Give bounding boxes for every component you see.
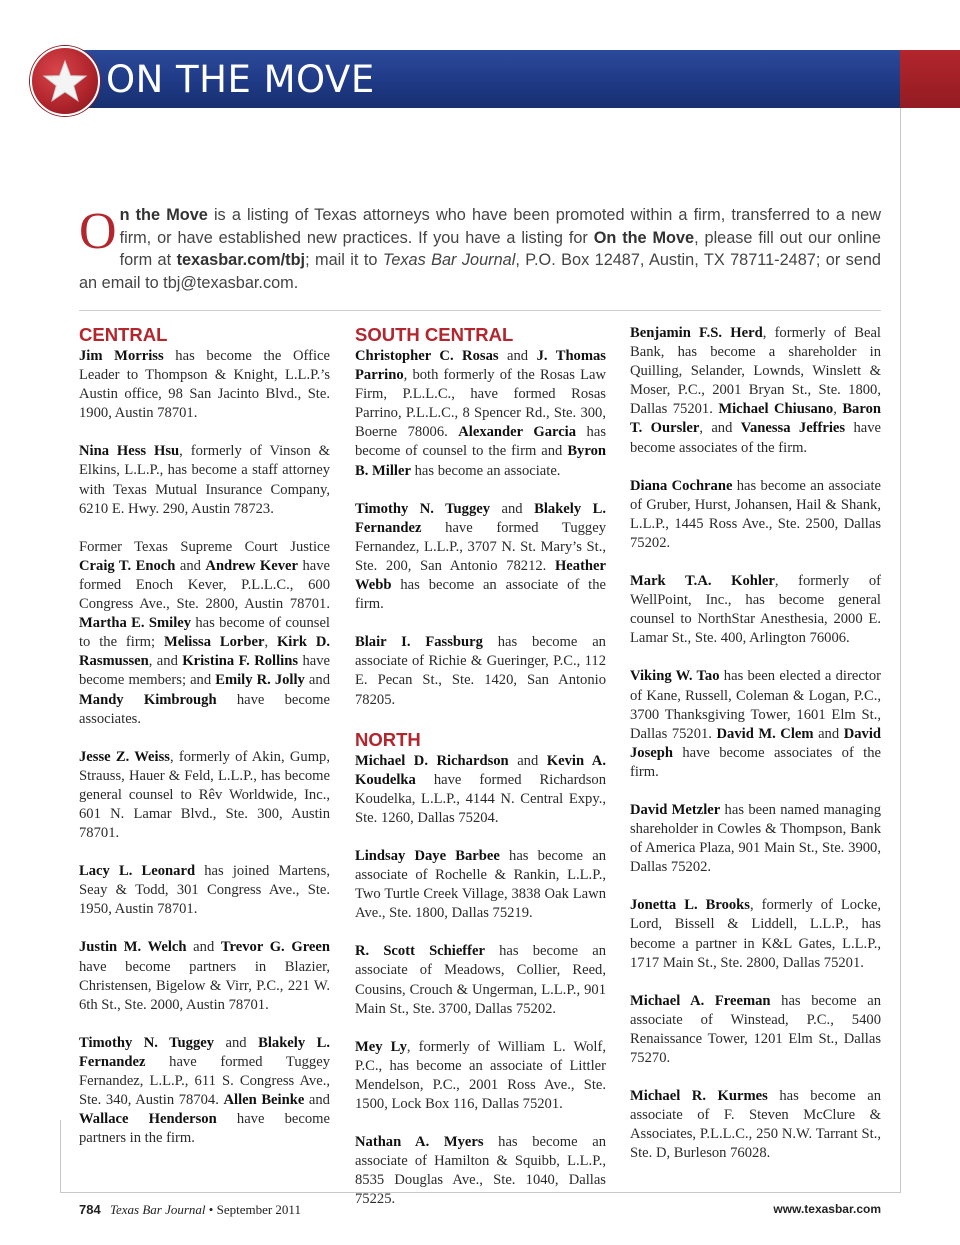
footer-left (79, 1202, 301, 1218)
section-heading-south-central: SOUTH CENTRAL (355, 324, 514, 345)
section-heading-central: CENTRAL (79, 324, 168, 345)
listing-entry: Michael D. Richardson and Kevin A. Koudelka have formed Richardson Koudelka, L.L.P., 4144 N. Central Expy., Ste. 1260, Dallas 75204. (355, 752, 606, 826)
listing-entry: Jesse Z. Weiss, formerly of Akin, Gump, Strauss, Hauer & Feld, L.L.P., has become general counsel to Rêv Worldwide, Inc., 601 N. Lamar Blvd., Ste. 300, Austin 78701. (79, 748, 330, 842)
listing-entry: Lacy L. Leonard has joined Martens, Seay & Todd, 301 Congress Ave., Ste. 1950, Austin 78701. (79, 863, 330, 918)
listing-entry: Mey Ly, formerly of William L. Wolf, P.C., has become an associate of Littler Mendelson, P.C., 2001 Ross Ave., Ste. 1500, Lock Box 116, Dallas 75201. (355, 1038, 606, 1112)
listing-entry: Timothy N. Tuggey and Blakely L. Fernandez have formed Tuggey Fernandez, L.L.P., 611 S. Congress Ave., Ste. 340, Austin 78704. Allen Beinke and Wallace Henderson have become partners in the firm. (79, 1034, 331, 1147)
listing-entry: Former Texas Supreme Court Justice Craig T. Enoch and Andrew Kever have formed Enoch Kever, P.L.L.C., 600 Congress Ave., Ste. 2800, Austin 78701. Martha E. Smiley has become of counsel to the firm; Melissa Lorber, Kirk D. Rasmussen, and Kristina F. Rollins have become members; and Emily R. Jolly and Mandy Kimbrough have become associates. (79, 538, 331, 727)
journal-name: Texas Bar Journal (109, 1202, 206, 1217)
frame-line-left (60, 1120, 61, 1192)
listing-entry: Viking W. Tao has been elected a director of Kane, Russell, Coleman & Logan, P.C., 3700 Thanksgiving Tower, 1601 Elm St., Dallas 75201. David M. Clem and David Joseph have become associates of the firm. (630, 668, 882, 780)
drop-cap: O (79, 203, 117, 260)
listing-entry: Nathan A. Myers has become an associate of Hamilton & Squibb, L.L.P., 8535 Douglas Ave., Ste. 1040, Dallas 75225. (355, 1134, 606, 1208)
section-heading-north: NORTH (355, 728, 421, 750)
star-badge (30, 46, 100, 116)
listing-entry: David Metzler has been named managing shareholder in Cowles & Thompson, Bank of America Plaza, 901 Main St., Ste. 3900, Dallas 75202. (630, 801, 881, 876)
star-icon (41, 57, 89, 105)
frame-line-right (900, 108, 901, 1192)
listing-entry: R. Scott Schieffer has become an associate of Meadows, Collier, Reed, Cousins, Crouch & Ungerman, L.L.P., 901 Main St., Ste. 3700, Dallas 75202. (355, 943, 606, 1017)
listing-entry: Blair I. Fassburg has become an associate of Richie & Gueringer, P.C., 112 E. Pecan St., Ste. 1420, San Antonio 78205. (355, 634, 606, 708)
website-link[interactable]: www.texasbar.com (773, 1202, 881, 1216)
intro-paragraph (79, 204, 881, 294)
listing-entry: Timothy N. Tuggey and Blakely L. Fernandez have formed Tuggey Fernandez, L.L.P., 3707 N. St. Mary’s St., Ste. 200, San Antonio 78212. Heather Webb has become an associate of the firm. (355, 500, 607, 613)
column-2 (355, 324, 606, 1228)
listing-entry: Jonetta L. Brooks, formerly of Locke, Lord, Bissell & Liddell, L.L.P., has become a partner in K&L Gates, L.L.P., 1717 Main St., Ste. 2800, Dallas 75201. (630, 897, 881, 971)
column-1 (79, 324, 330, 1167)
listing-entry: Diana Cochrane has become an associate of Gruber, Hurst, Johansen, Hail & Shank, L.L.P., 1445 Ross Ave., Ste. 2500, Dallas 75202. (630, 477, 881, 551)
listing-entry: Nina Hess Hsu, formerly of Vinson & Elkins, L.L.P., has become a staff attorney with Texas Mutual Insurance Company, 6210 E. Hwy. 290, Austin 78723. (79, 443, 330, 517)
page-title: ON THE MOVE (106, 58, 375, 101)
listing-entry: Mark T.A. Kohler, formerly of WellPoint, Inc., has become general counsel to NorthStar Anesthesia, 2000 E. Lamar St., Ste. 400, Arlington 76006. (630, 573, 881, 647)
issue-date: September 2011 (216, 1202, 301, 1217)
column-3 (630, 324, 881, 1182)
intro-divider (79, 310, 881, 311)
header-banner-red-block (900, 50, 960, 108)
listing-entry: Justin M. Welch and Trevor G. Green have become partners in Blazier, Christensen, Bigelow & Virr, P.C., 221 W. 6th St., Ste. 2000, Austin 78701. (79, 939, 330, 1013)
listing-entry: Christopher C. Rosas and J. Thomas Parrino, both formerly of the Rosas Law Firm, P.L.L.C., have formed Rosas Parrino, P.L.L.C., 8 Spencer Rd., Ste. 300, Boerne 78006. Alexander Garcia has become of counsel to the firm and Byron B. Miller has become an associate. (355, 348, 606, 479)
listing-entry: Benjamin F.S. Herd, formerly of Beal Bank, has become a shareholder in Quilling, Selander, Lownds, Winslett & Moser, P.C., 2001 Bryan St., Ste. 1800, Dallas 75201. Michael Chiusano, Baron T. Oursler, and Vanessa Jeffries have become associates of the firm. (630, 325, 881, 456)
listing-entry: Michael A. Freeman has become an associate of Winstead, P.C., 5400 Renaissance Tower, 1201 Elm St., Dallas 75270. (630, 992, 881, 1066)
intro-text: n the Move is a listing of Texas attorneys who have been promoted within a firm, transferred to a new firm, or have established new practices. If you have a listing for On the Move, please fill out our online form at texasbar.com/tbj; mail it to Texas Bar Journal, P.O. Box 12487, Austin, TX 78711-2487; or send an email to tbj@texasbar.com. (79, 206, 881, 292)
listing-entry: Jim Morriss has become the Office Leader to Thompson & Knight, L.L.P.’s Austin office, 98 San Jacinto Blvd., Ste. 1900, Austin 78701. (79, 348, 330, 422)
listing-entry: Michael R. Kurmes has become an associate of F. Steven McClure & Associates, P.L.L.C., 250 N.W. Tarrant St., Ste. D, Burleson 76028. (630, 1088, 881, 1162)
footer-separator: • (208, 1202, 214, 1217)
listing-entry: Lindsay Daye Barbee has become an associate of Rochelle & Rankin, L.L.P., Two Turtle Creek Village, 3838 Oak Lawn Ave., Ste. 1800, Dallas 75219. (355, 847, 606, 922)
page-number: 784 (79, 1202, 101, 1217)
